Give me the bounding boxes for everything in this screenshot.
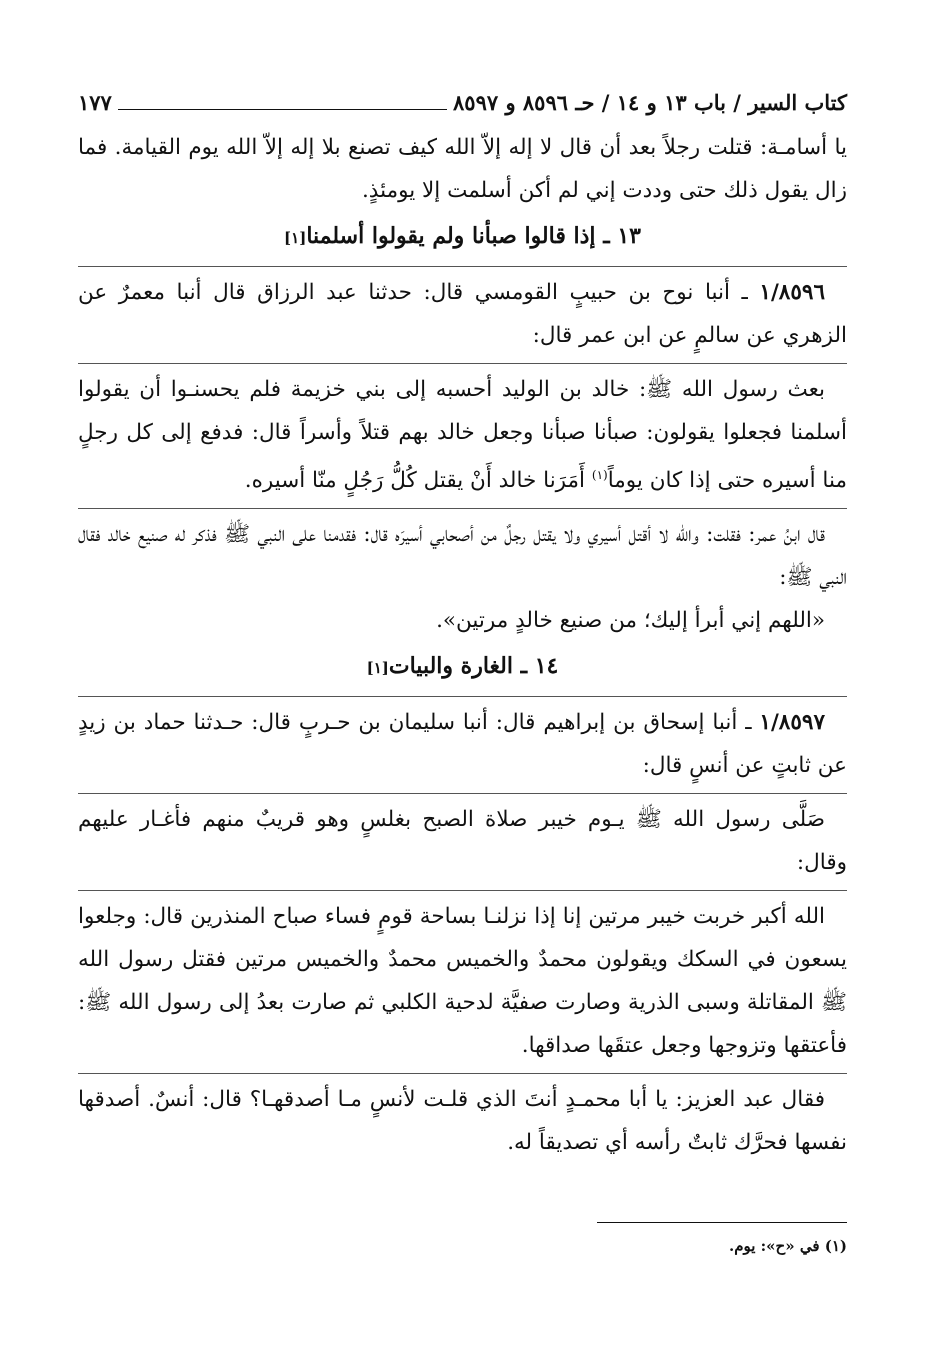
separator-rule — [78, 793, 847, 794]
header-rule — [118, 109, 447, 110]
chapter-heading-14-ref: [١] — [366, 659, 389, 678]
chapter-heading-13 — [78, 214, 847, 260]
hadith-8597-isnad — [78, 701, 847, 787]
hadith-8597-number: ١/٨٥٩٧ — [759, 710, 825, 736]
separator-rule — [78, 1073, 847, 1074]
hadith-8596-quote: «اللهم إني أبرأ إليك؛ من صنيع خالدٍ مرتين». — [436, 608, 825, 634]
separator-rule — [78, 696, 847, 697]
chapter-heading-13-ref: [١] — [284, 229, 307, 247]
hadith-8596-isnad — [78, 271, 847, 357]
hadith-8596-matn-2: قال ابنُ عمر: فقلت: والله لا أقتل أسيري ولا يقتل رجلٌ من أصحابي أسيرَه قال: فقدمنا على النبي ﷺ فذكر له صنيع خالد فقال النبي ﷺ: — [78, 522, 847, 591]
hadith-8596-matn-1 — [78, 368, 847, 502]
hadith-8597-matn-2: الله أكبر خربت خيبر مرتين إنا إذا نزلنـا بساحة قومٍ فساء صباح المنذرين قال: وجلعوا يسعون في السكك ويقولون محمدٌ والخميس محمدٌ والخميس مرتين فقتل رسول الله ﷺ المقاتلة وسبى الذرية وصارت صفيَّة لدحية الكلبي ثم صارت بعدُ إلى رسول الله ﷺ: فأعتقها وتزوجها وجعل عتقَها صداقها. — [78, 904, 847, 1059]
footnote-marker: (١) — [591, 468, 608, 482]
chapter-heading-14 — [78, 644, 847, 690]
footnote: (١) في «ح»: يوم. — [728, 1237, 847, 1256]
hadith-8596-matn-1-b: أَمَرَنا خالد أَنْ يقتل كُلُّ رَجُلٍ منّا أسيره. — [244, 468, 592, 494]
hadith-8597-matn-3: فقال عبد العزيز: يا أبا محمـدٍ أنتَ الذي قلـت لأنسٍ مـا أصدقهـا؟ قال: أنسٌ. أصدقها نفسها فحرَّك ثابتٌ رأسه أي تصديقاً له. — [78, 1087, 847, 1156]
chapter-heading-13-text: ١٣ ـ إذا قالوا صبأنا ولم يقولوا أسلمنا — [306, 223, 641, 249]
page-number: ١٧٧ — [78, 90, 112, 115]
separator-rule — [78, 266, 847, 267]
chapter-heading-14-text: ١٤ ـ الغارة والبيات — [388, 653, 559, 680]
document-page — [78, 86, 847, 1368]
hadith-8597-isnad-text: ـ أنبا إسحاق بن إبراهيم قال: أنبا سليمان بن حـربٍ قال: حـدثنا حماد بن زيدٍ عن ثابتٍ عن أنسٍ قال: — [78, 710, 847, 779]
hadith-8596-matn-1-a: بعث رسول الله ﷺ: خالد بن الوليد أحسبه إلى بني خزيمة فلم يحسنـوا أن يقولوا أسلمنا فجعلوا يقولون: صبأنا صبأنا وجعل خالد بهم قتلاً وأسراً قال: فدفع إلى كل رجلٍ منا أسيره حتى إذا كان يوماً — [78, 377, 847, 494]
footnote-rule — [597, 1222, 847, 1223]
separator-rule — [78, 508, 847, 509]
separator-rule — [78, 890, 847, 891]
hadith-8596-number: ١/٨٥٩٦ — [759, 280, 825, 305]
hadith-8596-isnad-text: ـ أنبا نوح بن حبيبٍ القومسي قال: حدثنا عبد الرزاق قال أنبا معمرٌ عن الزهري عن سالمٍ عن ابن عمر قال: — [78, 280, 847, 348]
running-header — [78, 86, 847, 120]
header-title: كتاب السير / باب ١٣ و ١٤ / حـ ٨٥٩٦ و ٨٥٩٧ — [453, 90, 847, 115]
separator-rule — [78, 363, 847, 364]
hadith-8597-matn-1: صَلَّى رسول الله ﷺ يـوم خيبر صلاة الصبح بغلسٍ وهو قريبٌ منهم فأغـار عليهم وقال: — [78, 807, 847, 876]
paragraph-continuation: يا أسامـة: قتلت رجلاً بعد أن قال لا إله إلاّ الله كيف تصنع بلا إله إلاّ الله يوم القيامة. فما زال يقول ذلك حتى وددت إني لم أكن أسلمت إلا يومئذٍ. — [78, 135, 847, 203]
